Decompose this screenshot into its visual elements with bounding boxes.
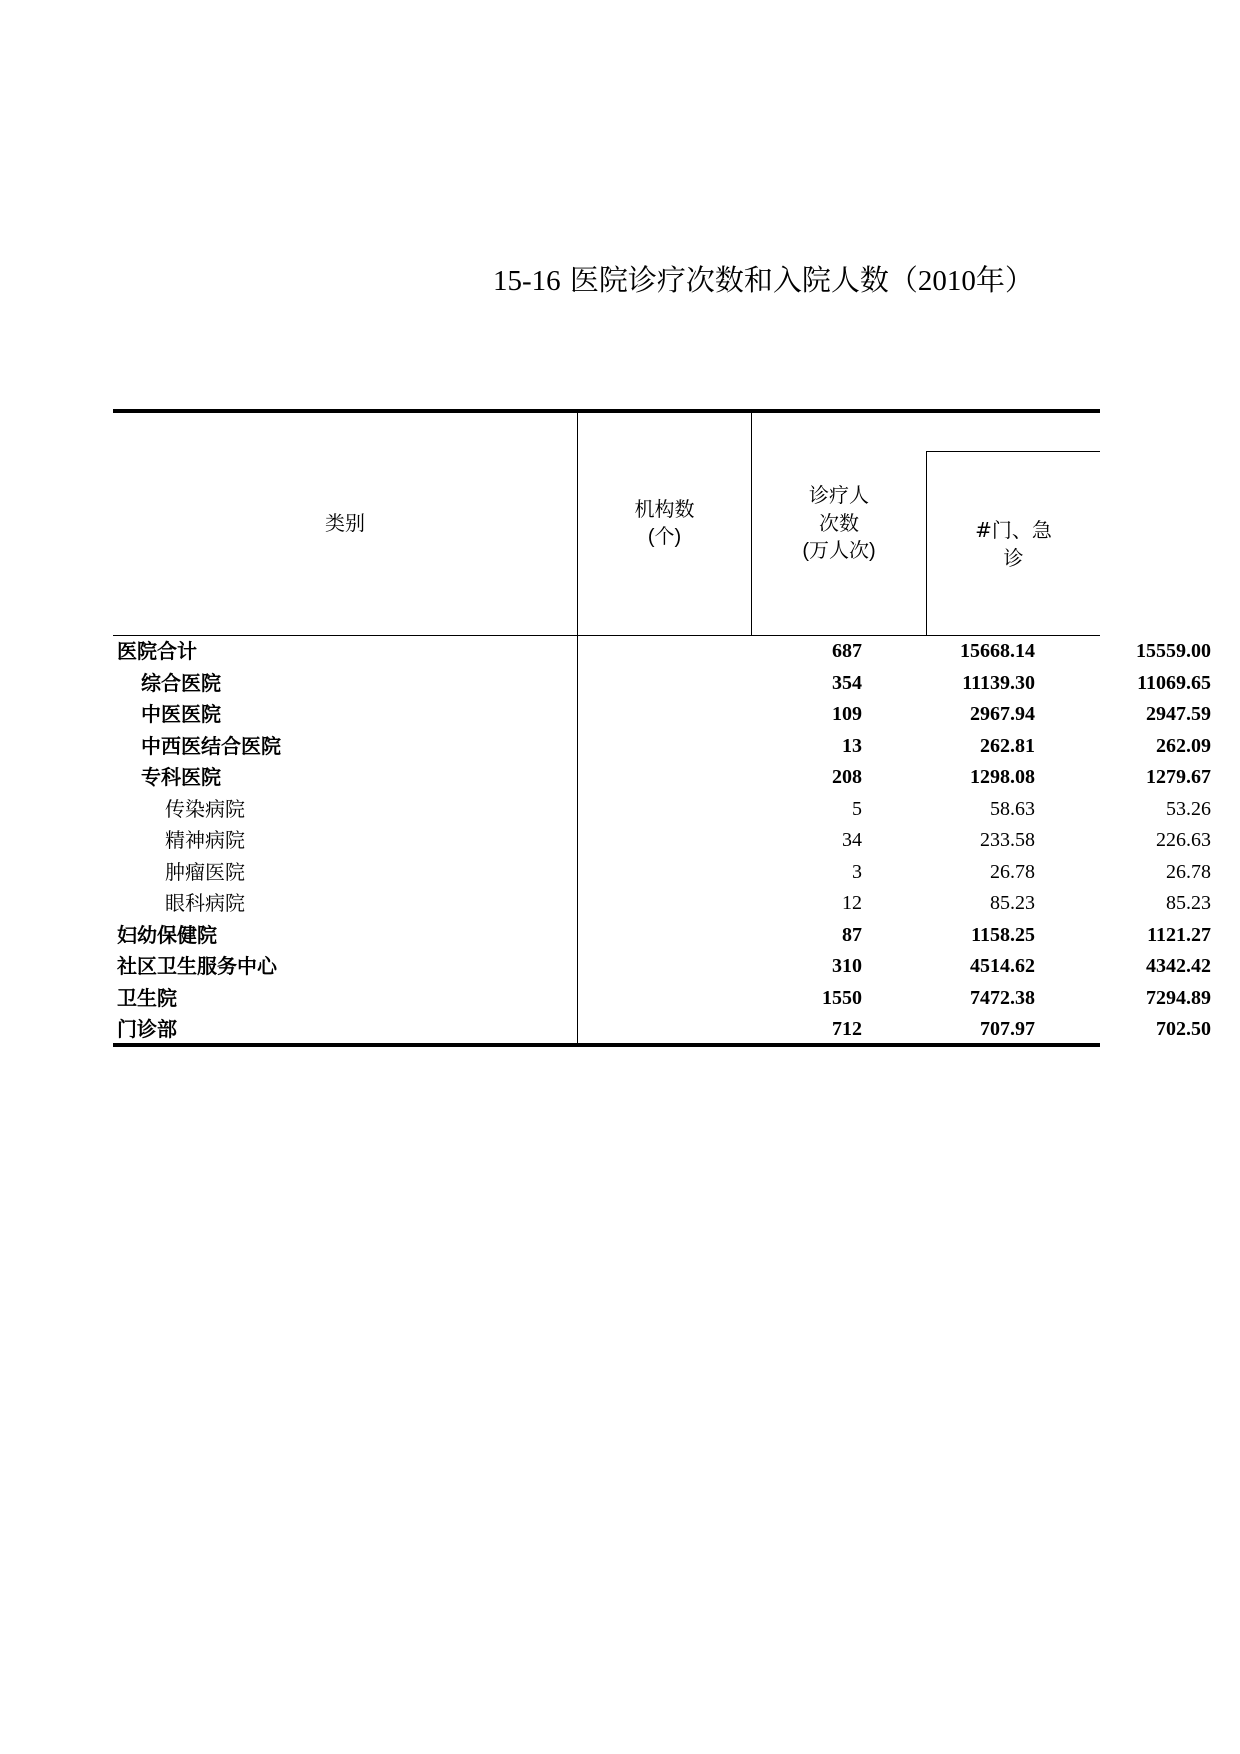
table-row [113, 857, 1211, 889]
header-outpatient-line1: #门、急 [975, 518, 1052, 542]
row-visits: 85.23 [990, 892, 1035, 914]
row-category: 门诊部 [117, 1017, 177, 1041]
table-row [113, 951, 1211, 983]
row-visits: 11139.30 [962, 671, 1035, 694]
row-institutions: 712 [832, 1018, 862, 1040]
row-visits: 58.63 [990, 797, 1035, 820]
header-category [113, 509, 577, 537]
table-body [113, 636, 1211, 1046]
row-outpatient: 262.09 [1156, 734, 1211, 757]
row-visits: 262.81 [980, 734, 1035, 757]
row-institutions: 3 [852, 860, 862, 883]
title-year: 2010 [917, 265, 976, 297]
title-text: 医院诊疗次数和入院人数（ [569, 263, 918, 297]
row-outpatient: 26.78 [1166, 860, 1211, 883]
row-category: 社区卫生服务中心 [117, 954, 277, 978]
header-institutions-line2: (个) [647, 526, 682, 548]
header-visits-line3: (万人次) [802, 540, 876, 562]
header-institutions-line1: 机构数 [634, 497, 695, 521]
title-suffix: 年） [975, 263, 1034, 297]
row-visits: 26.78 [990, 860, 1035, 883]
row-category: 眼科病院 [165, 891, 245, 915]
row-category: 肿瘤医院 [165, 859, 245, 884]
row-category: 中医医院 [141, 702, 221, 726]
table-row [113, 983, 1211, 1015]
row-visits: 4514.62 [970, 955, 1035, 977]
title-number: 15-16 [493, 265, 561, 297]
table-row [113, 668, 1211, 700]
row-outpatient: 2947.59 [1146, 703, 1211, 725]
row-category: 综合医院 [141, 670, 221, 695]
row-visits: 233.58 [980, 829, 1035, 851]
header-category-label: 类别 [325, 511, 365, 535]
row-visits: 2967.94 [970, 703, 1035, 725]
row-visits: 7472.38 [970, 986, 1035, 1009]
table-row [113, 731, 1211, 763]
row-institutions: 12 [842, 892, 862, 914]
row-institutions: 1550 [822, 986, 862, 1009]
row-category: 中西医结合医院 [141, 733, 281, 758]
row-visits: 15668.14 [960, 640, 1035, 662]
table-subheader-rule [926, 451, 1100, 452]
header-visits [752, 481, 926, 565]
row-category: 妇幼保健院 [117, 922, 217, 947]
row-outpatient: 1121.27 [1147, 923, 1211, 946]
table-row [113, 920, 1211, 952]
row-institutions: 354 [832, 671, 862, 694]
row-institutions: 5 [852, 797, 862, 820]
table-top-rule [113, 409, 1100, 413]
row-institutions: 87 [842, 923, 862, 946]
row-outpatient: 7294.89 [1146, 986, 1211, 1009]
row-visits: 707.97 [980, 1018, 1035, 1040]
row-outpatient: 53.26 [1166, 797, 1211, 820]
row-outpatient: 1279.67 [1146, 766, 1211, 788]
row-institutions: 208 [832, 766, 862, 788]
table-row [113, 794, 1211, 826]
table-row [113, 825, 1211, 857]
row-category: 卫生院 [117, 985, 177, 1010]
row-institutions: 310 [832, 955, 862, 977]
row-institutions: 13 [842, 734, 862, 757]
row-institutions: 109 [832, 703, 862, 725]
header-visits-line1: 诊疗人 [809, 483, 869, 507]
row-category: 专科医院 [141, 765, 221, 789]
header-outpatient-line2: 诊 [1003, 546, 1024, 570]
row-outpatient: 226.63 [1156, 829, 1211, 851]
table-row [113, 762, 1211, 794]
row-category: 医院合计 [117, 639, 197, 663]
row-visits: 1298.08 [970, 766, 1035, 788]
row-category: 传染病院 [165, 796, 245, 821]
row-visits: 1158.25 [971, 923, 1035, 946]
table-row [113, 699, 1211, 731]
row-outpatient: 85.23 [1166, 892, 1211, 914]
header-institutions [578, 495, 751, 551]
row-outpatient: 15559.00 [1136, 640, 1211, 662]
table-row [113, 636, 1211, 668]
row-outpatient: 4342.42 [1146, 955, 1211, 977]
row-category: 精神病院 [165, 828, 245, 852]
table-row [113, 888, 1211, 920]
row-institutions: 687 [832, 640, 862, 662]
table-row [113, 1014, 1211, 1046]
header-visits-line2: 次数 [819, 511, 859, 535]
page-title [493, 258, 1034, 299]
row-outpatient: 11069.65 [1137, 671, 1211, 694]
header-outpatient [927, 516, 1100, 572]
row-institutions: 34 [842, 829, 862, 851]
row-outpatient: 702.50 [1156, 1018, 1211, 1040]
